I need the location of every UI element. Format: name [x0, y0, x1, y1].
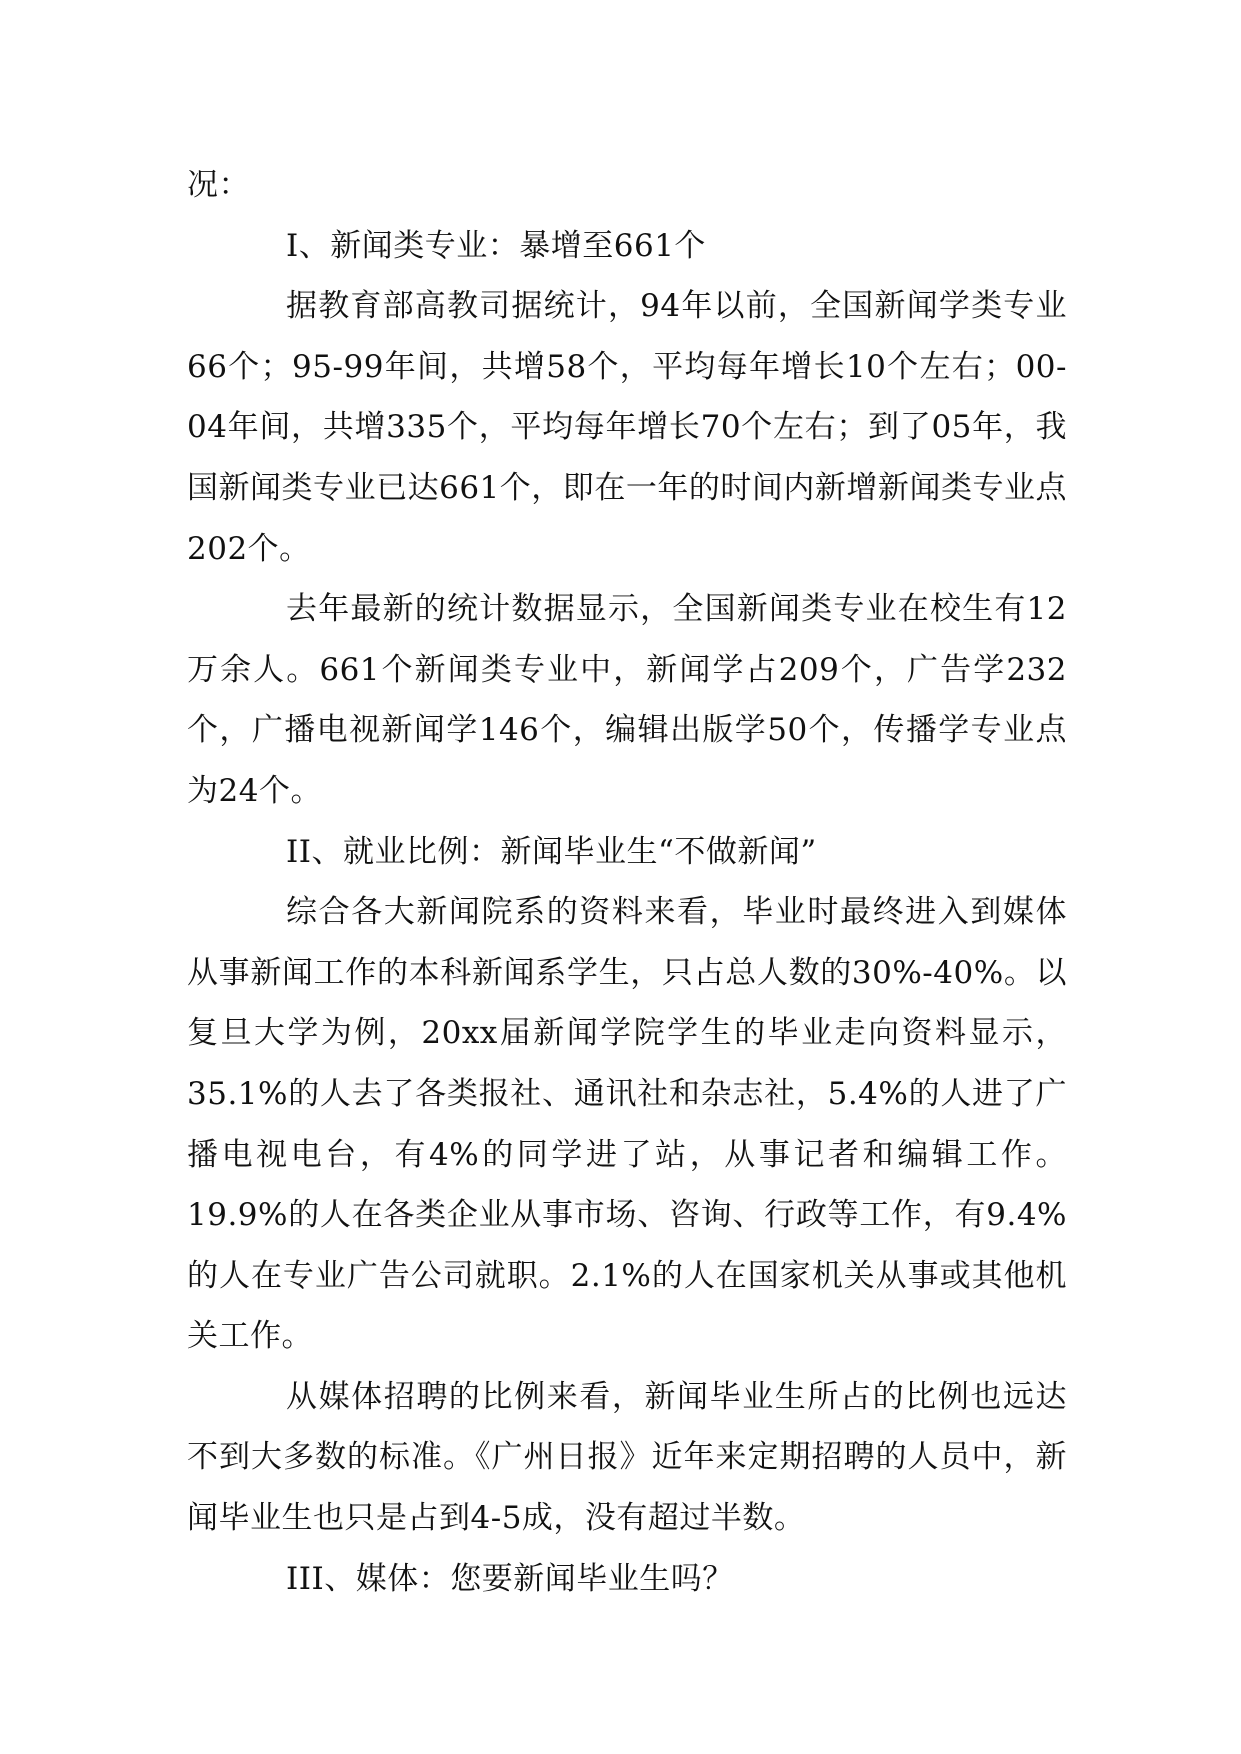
body-paragraph: 去年最新的统计数据显示，全国新闻类专业在校生有12万余人。661个新闻类专业中，新闻学占209个，广告学232个，广播电视新闻学146个，编辑出版学50个，传播学专业点为24个。 — [187, 591, 1067, 809]
section-heading-1: I、新闻类专业：暴增至661个 — [286, 227, 706, 264]
document-body — [187, 155, 1067, 1609]
body-paragraph: 综合各大新闻院系的资料来看，毕业时最终进入到媒体从事新闻工作的本科新闻系学生，只占总人数的30%-40%。以复旦大学为例，20xx届新闻学院学生的毕业走向资料显示，35.1%的人去了各类报社、通讯社和杂志社，5.4%的人进了广播电视电台，有4%的同学进了站，从事记者和编辑工作。19.9%的人在各类企业从事市场、咨询、行政等工作，有9.4%的人在专业广告公司就职。2.1%的人在国家机关从事或其他机关工作。 — [187, 894, 1067, 1355]
section-heading-3: III、媒体：您要新闻毕业生吗？ — [286, 1560, 734, 1597]
continuation-line: 况： — [187, 167, 250, 203]
section-heading-2: II、就业比例：新闻毕业生“不做新闻” — [286, 833, 817, 870]
body-paragraph: 据教育部高教司据统计，94年以前，全国新闻学类专业66个；95-99年间，共增58个，平均每年增长10个左右；00-04年间，共增335个，平均每年增长70个左右；到了05年，我国新闻类专业已达661个，即在一年的时间内新增新闻类专业点202个。 — [187, 288, 1067, 567]
body-paragraph: 从媒体招聘的比例来看，新闻毕业生所占的比例也远达不到大多数的标准。《广州日报》近年来定期招聘的人员中，新闻毕业生也只是占到4-5成，没有超过半数。 — [187, 1378, 1067, 1537]
